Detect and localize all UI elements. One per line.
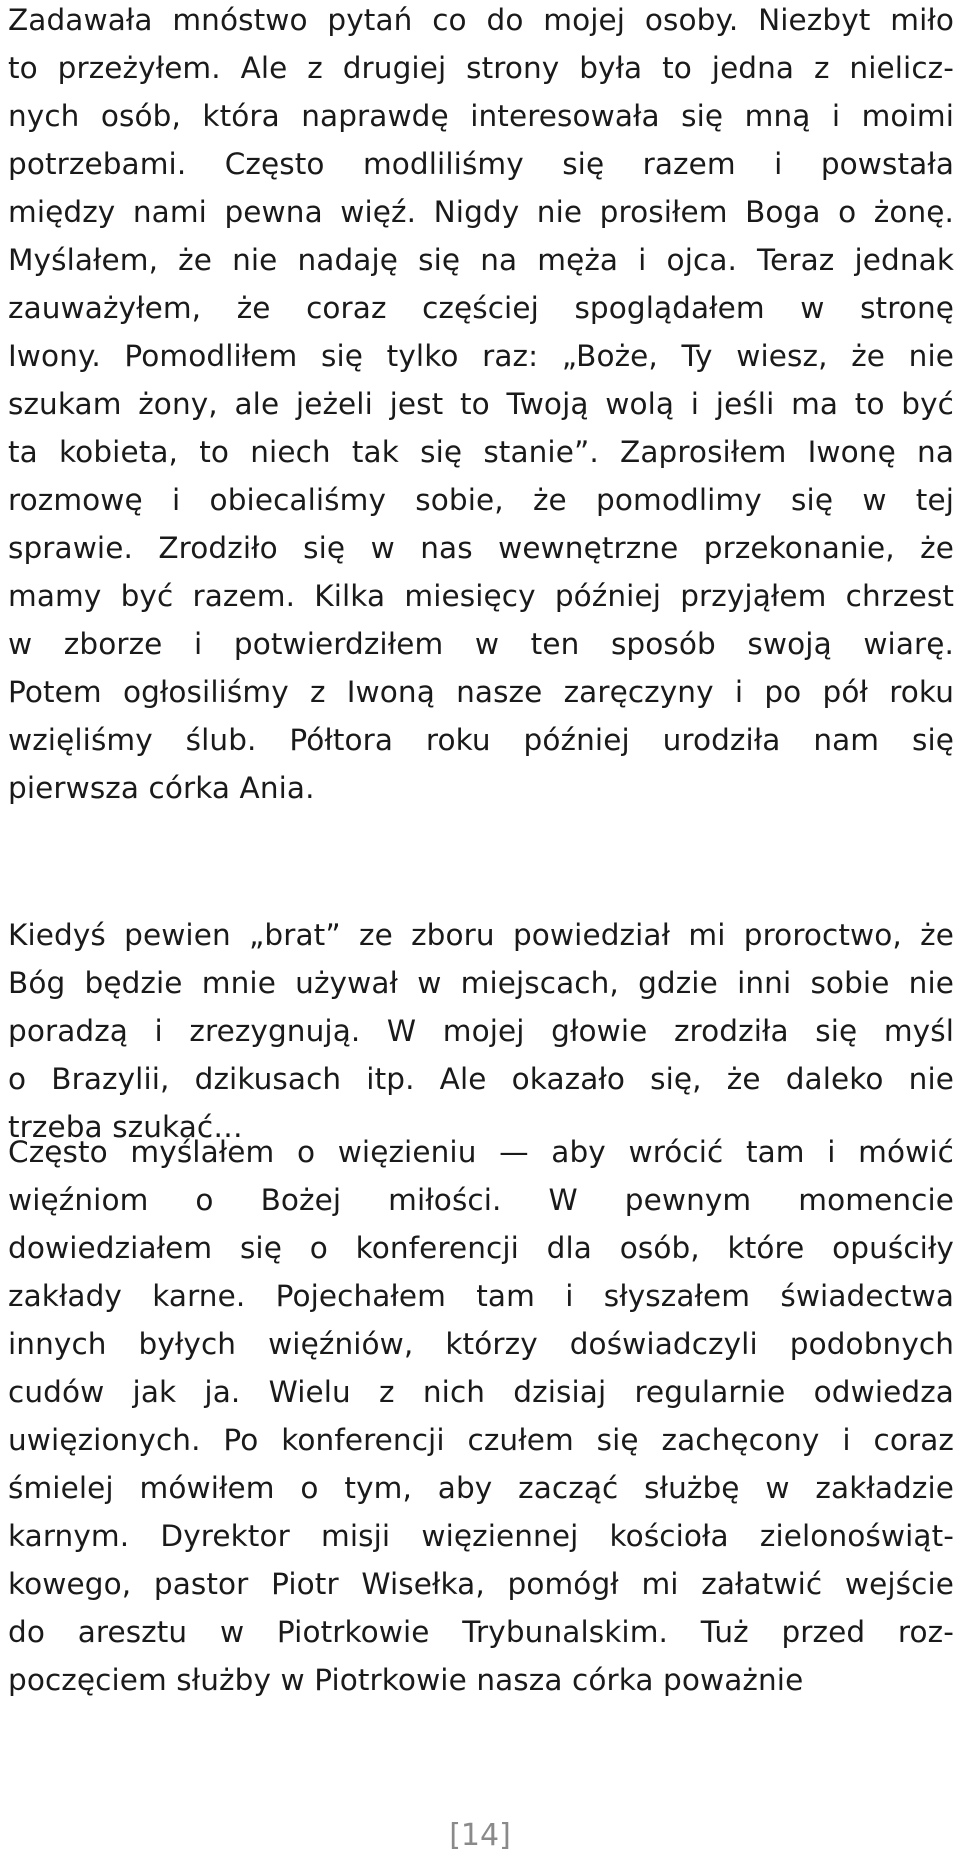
text-line: więźniom o Bożej miłości. W pewnym momencie bbox=[8, 1183, 954, 1217]
text-line: cudów jak ja. Wielu z nich dzisiaj regularnie odwiedza bbox=[8, 1375, 954, 1409]
text-line: Kiedyś pewien „brat” ze zboru powiedział mi proroctwo, że bbox=[8, 918, 954, 952]
text-line: zauważyłem, że coraz częściej spoglądałem w stronę bbox=[8, 291, 954, 325]
text-line: szukam żony, ale jeżeli jest to Twoją wolą i jeśli ma to być bbox=[8, 387, 954, 421]
text-line: Zadawała mnóstwo pytań co do mojej osoby. Niezbyt miło bbox=[8, 3, 954, 37]
paragraph-1 bbox=[8, 0, 954, 812]
text-line: o Brazylii, dzikusach itp. Ale okazało się, że daleko nie bbox=[8, 1062, 954, 1096]
text-line: uwięzionych. Po konferencji czułem się zachęcony i coraz bbox=[8, 1423, 954, 1457]
text-line: rozmowę i obiecaliśmy sobie, że pomodlimy się w tej bbox=[8, 483, 954, 517]
text-line: w zborze i potwierdziłem w ten sposób swoją wiarę. bbox=[8, 627, 954, 661]
page-number: [14] bbox=[449, 1818, 511, 1853]
text-line: ta kobieta, to niech tak się stanie”. Zaprosiłem Iwonę na bbox=[8, 435, 954, 469]
text-line: trzeba szukać… bbox=[8, 1110, 243, 1144]
text-line: Potem ogłosiliśmy z Iwoną nasze zaręczyny i po pół roku bbox=[8, 675, 954, 709]
text-line: do aresztu w Piotrkowie Trybunalskim. Tuż przed roz- bbox=[8, 1615, 954, 1649]
text-line: sprawie. Zrodziło się w nas wewnętrzne przekonanie, że bbox=[8, 531, 954, 565]
text-line: zakłady karne. Pojechałem tam i słyszałem świadectwa bbox=[8, 1279, 954, 1313]
text-line: między nami pewna więź. Nigdy nie prosiłem Boga o żonę. bbox=[8, 195, 954, 229]
text-line: poczęciem służby w Piotrkowie nasza córka poważnie bbox=[8, 1663, 804, 1697]
text-line: kowego, pastor Piotr Wisełka, pomógł mi załatwić wejście bbox=[8, 1567, 954, 1601]
text-line: potrzebami. Często modliliśmy się razem i powstała bbox=[8, 147, 954, 181]
text-line: karnym. Dyrektor misji więziennej kościoła zielonoświąt- bbox=[8, 1519, 954, 1553]
paragraph-2 bbox=[8, 911, 954, 1151]
text-line: innych byłych więźniów, którzy doświadczyli podobnych bbox=[8, 1327, 954, 1361]
text-line: Często myślałem o więzieniu — aby wrócić tam i mówić bbox=[8, 1135, 954, 1169]
text-line: poradzą i zrezygnują. W mojej głowie zrodziła się myśl bbox=[8, 1014, 954, 1048]
text-line: nych osób, która naprawdę interesowała się mną i moimi bbox=[8, 99, 954, 133]
text-line: Bóg będzie mnie używał w miejscach, gdzie inni sobie nie bbox=[8, 966, 954, 1000]
text-line: to przeżyłem. Ale z drugiej strony była to jedna z nielicz- bbox=[8, 51, 954, 85]
text-line: mamy być razem. Kilka miesięcy później przyjąłem chrzest bbox=[8, 579, 954, 613]
paragraph-3 bbox=[8, 1128, 954, 1704]
text-line: Iwony. Pomodliłem się tylko raz: „Boże, Ty wiesz, że nie bbox=[8, 339, 954, 373]
text-line: wzięliśmy ślub. Półtora roku później urodziła nam się bbox=[8, 723, 954, 757]
text-line: pierwsza córka Ania. bbox=[8, 771, 315, 805]
text-line: Myślałem, że nie nadaję się na męża i ojca. Teraz jednak bbox=[8, 243, 954, 277]
text-line: śmielej mówiłem o tym, aby zacząć służbę w zakładzie bbox=[8, 1471, 954, 1505]
text-line: dowiedziałem się o konferencji dla osób, które opuściły bbox=[8, 1231, 954, 1265]
